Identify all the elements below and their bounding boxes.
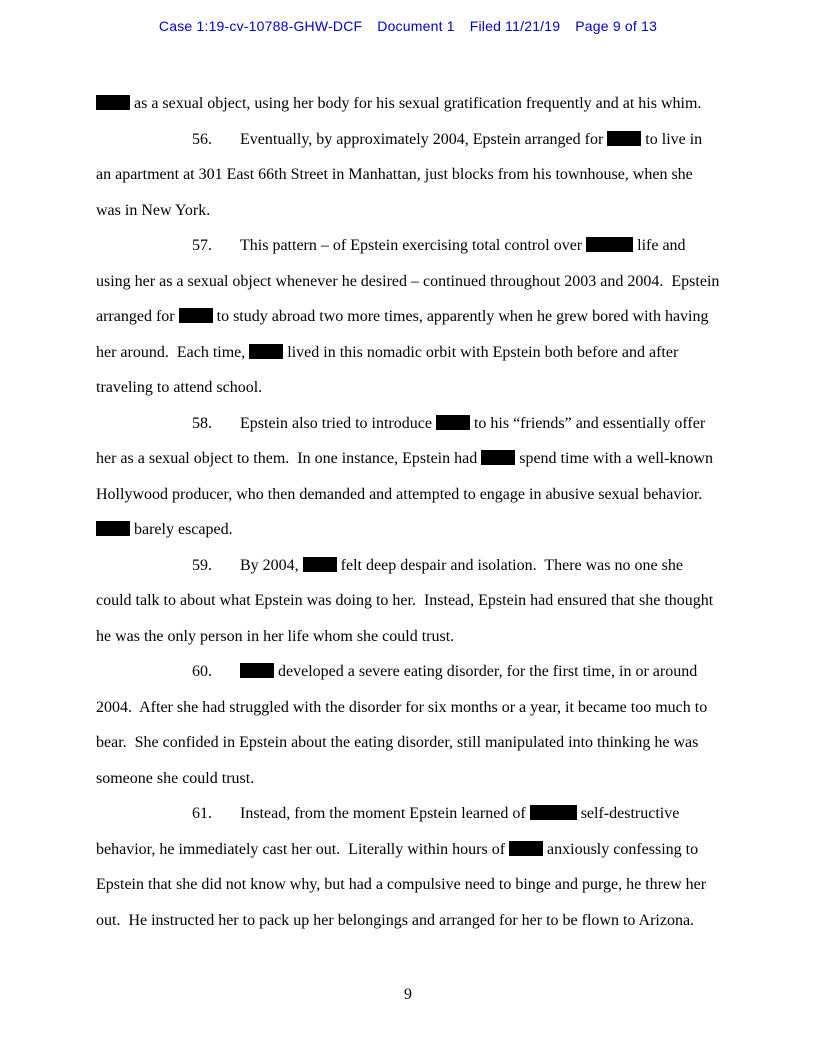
text-segment: lived in this nomadic orbit with Epstein both before and after traveling to attend school.: [96, 343, 683, 396]
text-segment: Epstein also tried to introduce: [240, 414, 436, 432]
paragraph-number: 61.: [192, 805, 212, 822]
text-segment: Instead, from the moment Epstein learned of: [240, 805, 530, 822]
redaction-box: [586, 237, 633, 252]
case-header: [0, 18, 816, 34]
text-segment: to his “friends” and essentially offer her as a sexual object to them. In one instance, Epstein had: [96, 414, 710, 467]
redaction-box: [240, 663, 274, 678]
text-segment: developed a severe eating disorder, for the first time, in or around 2004. After she had struggled with the disorder for six months or a year, it became too much to bear. She confided in Epstein about the eating disorder, still manipulated into thinking he was someone she could trust.: [96, 663, 712, 787]
text-segment: Eventually, by approximately 2004, Epstein arranged for: [240, 130, 608, 148]
redaction-box: [436, 415, 470, 430]
document-number: Document 1: [377, 18, 455, 34]
filing-date: Filed 11/21/19: [469, 18, 561, 34]
text-segment: By 2004,: [240, 556, 303, 574]
paragraph: [96, 796, 720, 938]
paragraph-number: 57.: [192, 237, 212, 254]
redaction-box: [96, 521, 130, 536]
redaction-box: [249, 344, 283, 359]
text-segment: self-destructive behavior, he immediately cast her out. Literally within hours of: [96, 805, 684, 858]
text-segment: to study abroad two more times, apparently when he grew bored with having her around. Each time,: [96, 308, 713, 361]
text-segment: This pattern – of Epstein exercising total control over: [240, 237, 587, 254]
paragraph: [96, 122, 720, 229]
text-segment: spend time with a well-known Hollywood producer, who then demanded and attempted to engage in abusive sexual behavior.: [96, 450, 717, 503]
paragraph: [96, 548, 720, 655]
case-number: Case 1:19-cv-10788-GHW-DCF: [158, 18, 363, 34]
text-segment: as a sexual object, using her body for his sexual gratification frequently and at his whim.: [130, 95, 702, 112]
text-segment: felt deep despair and isolation. There was no one she could talk to about what Epstein was doing to her. Instead, Epstein had ensured that she thought he was the only person in her life whom she could trust.: [96, 556, 718, 645]
redaction-box: [96, 95, 130, 110]
paragraph-number: 60.: [192, 663, 212, 680]
redaction-box: [530, 805, 577, 820]
page-indicator: Page 9 of 13: [575, 18, 658, 34]
page-number: 9: [404, 986, 412, 1003]
paragraph: [96, 228, 724, 406]
redaction-box: [509, 841, 543, 856]
paragraph: [96, 86, 720, 122]
redaction-box: [179, 308, 213, 323]
redaction-box: [607, 131, 641, 146]
paragraph-number: 59.: [192, 556, 212, 574]
text-segment: barely escaped.: [130, 521, 233, 538]
text-segment: anxiously confessing to Epstein that she did not know why, but had a compulsive need to binge and purge, he threw her out. He instructed her to pack up her belongings and arranged for her to be flown to Arizona.: [96, 840, 711, 929]
page-footer: [0, 986, 816, 1004]
redaction-box: [481, 450, 515, 465]
text-segment: to live in an apartment at 301 East 66th Street in Manhattan, just blocks from his townhouse, when she was in New York.: [96, 130, 707, 219]
redaction-box: [303, 557, 337, 572]
paragraph: [96, 406, 720, 548]
paragraph-number: 58.: [192, 414, 212, 432]
paragraph: [96, 654, 720, 796]
paragraph-number: 56.: [192, 130, 212, 148]
text-segment: life and using her as a sexual object whenever he desired – continued throughout 2003 and 2004. Epstein arranged for: [96, 237, 724, 325]
document-body: [96, 86, 724, 938]
